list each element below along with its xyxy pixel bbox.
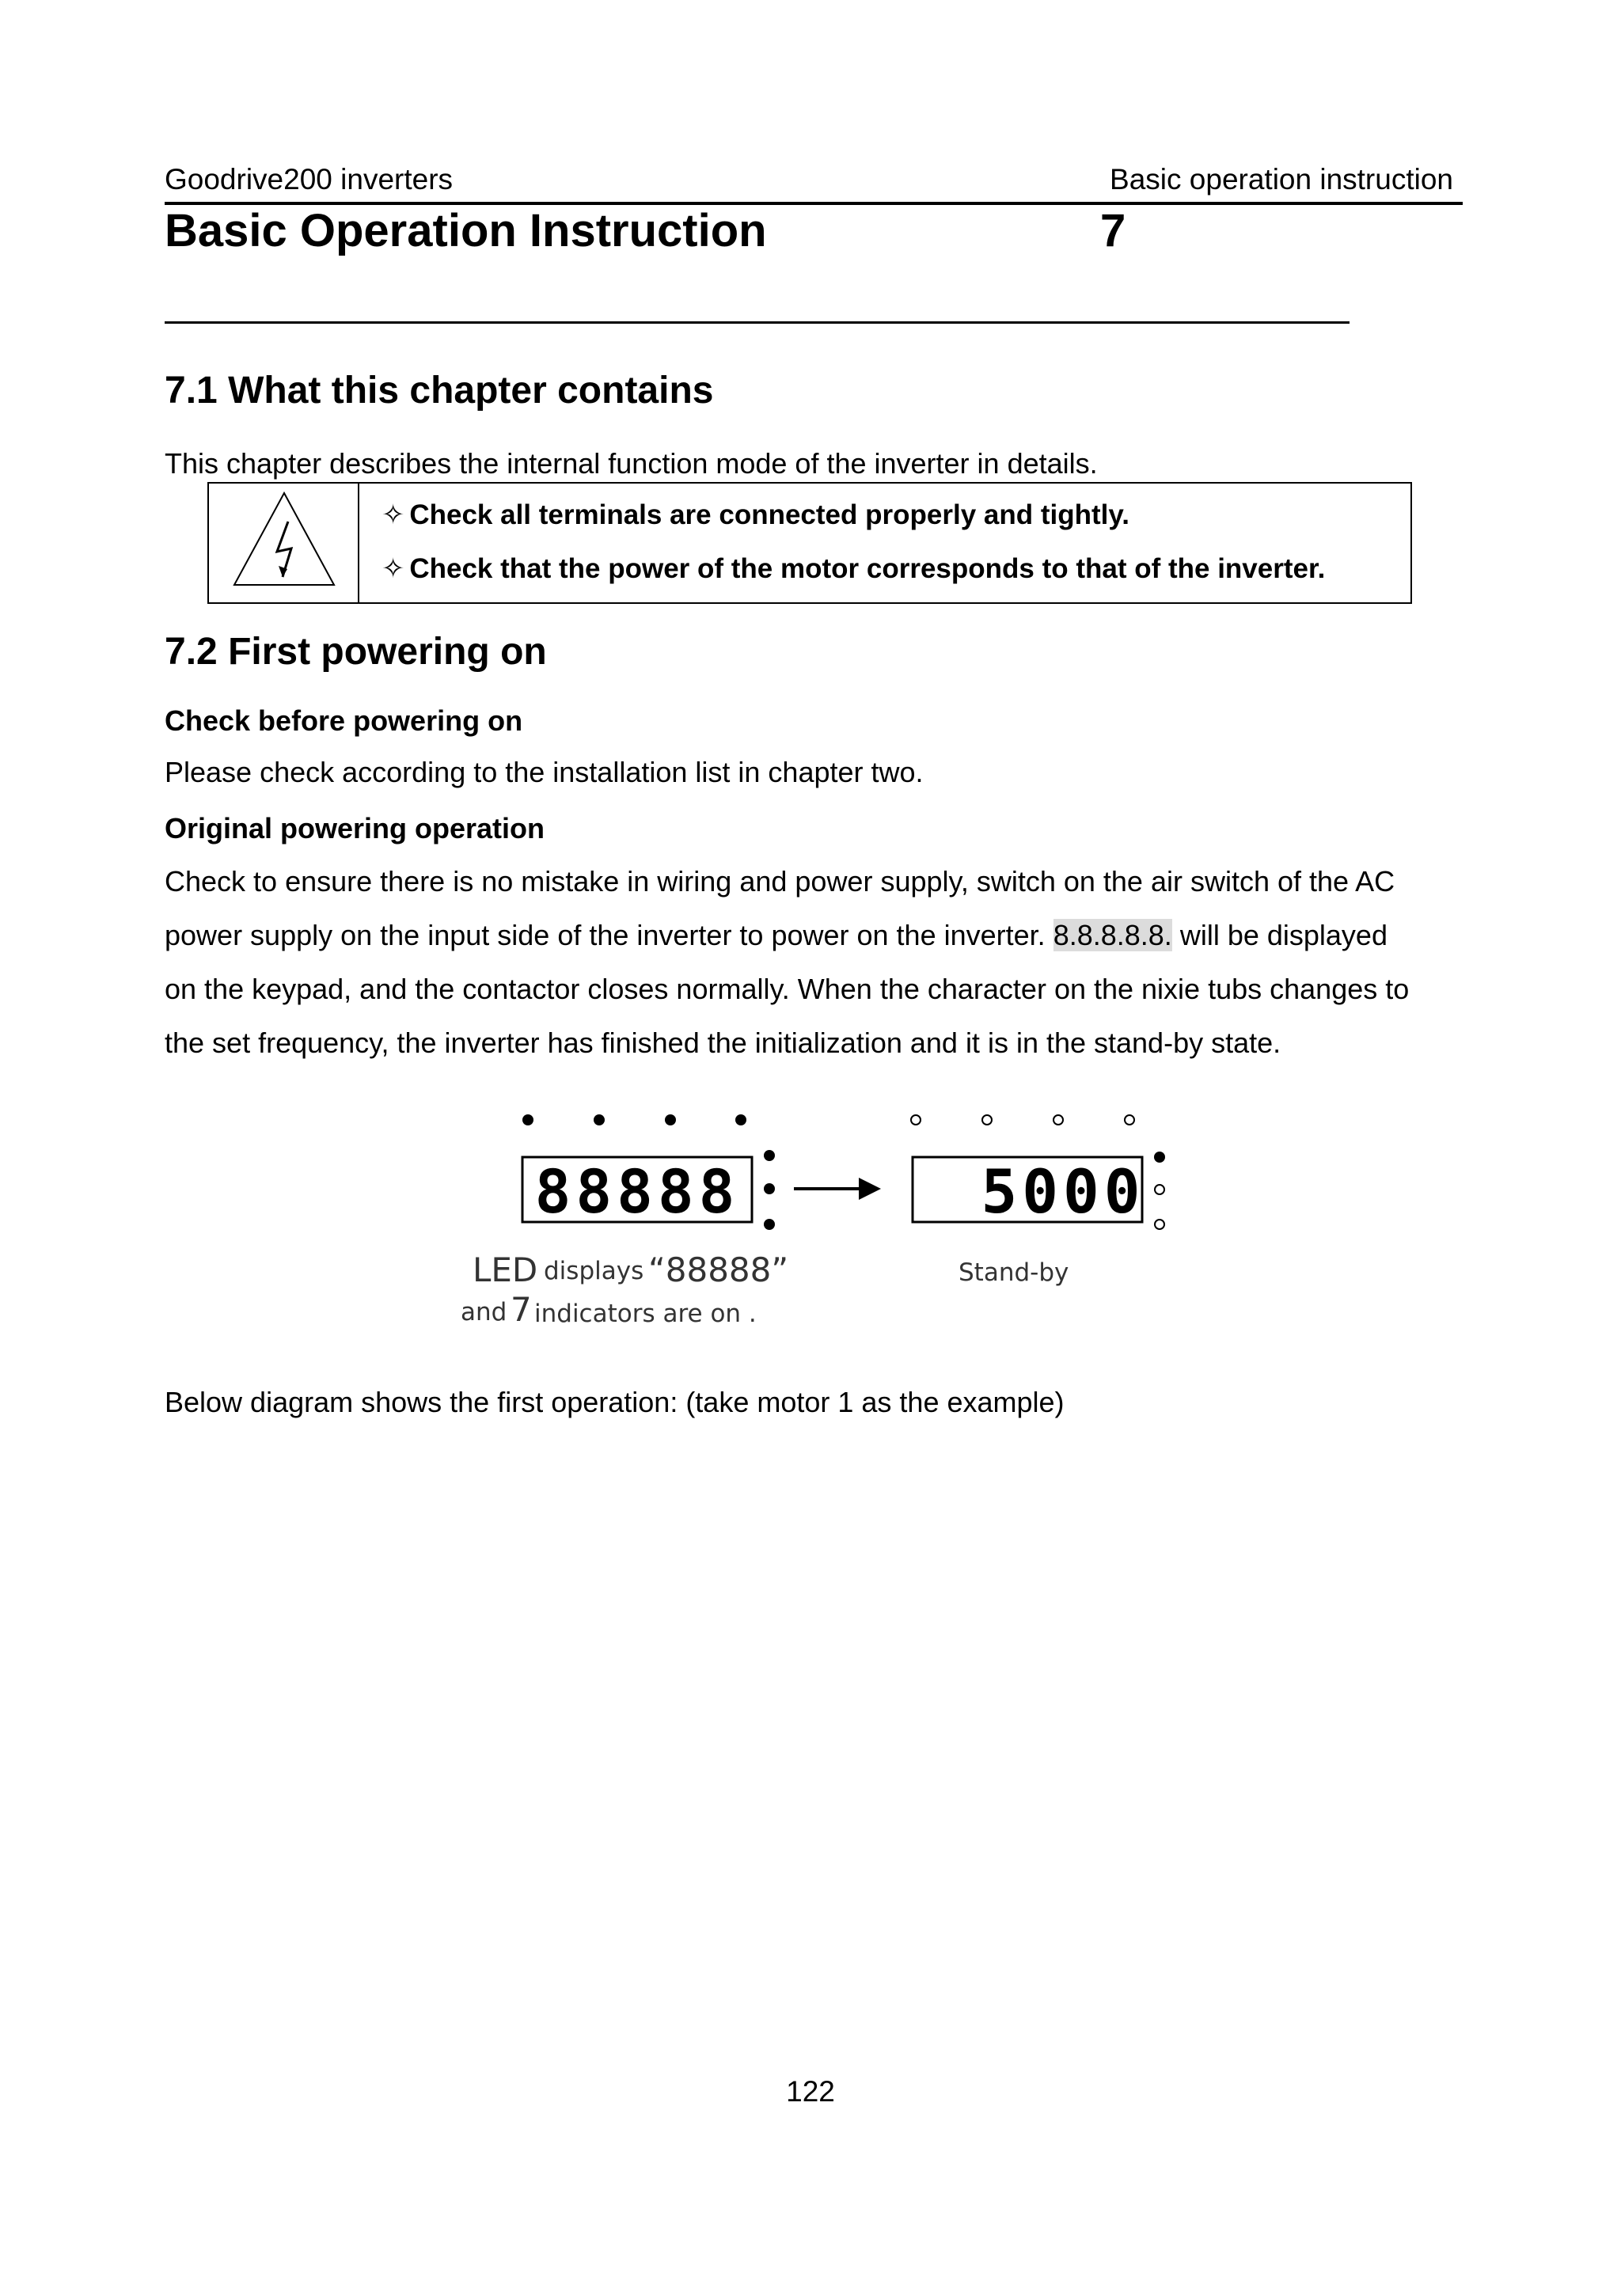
- displays-value: “88888”: [648, 1250, 789, 1289]
- warning-icon-cell: [209, 484, 359, 602]
- orig-line-2: [165, 909, 1388, 962]
- and-label: and: [461, 1298, 507, 1326]
- warning-line-2: [382, 553, 1325, 585]
- warning-text-1: Check all terminals are connected properly and tightly.: [409, 499, 1129, 530]
- standby-label: Stand-by: [959, 1258, 1069, 1287]
- orig-line-2-text: power supply on the input side of the inverter to power on the inverter.: [165, 919, 1046, 951]
- warning-box: [207, 482, 1412, 604]
- orig-line-3: on the keypad, and the contactor closes normally. When the character on the nixie tubs changes to: [165, 973, 1410, 1005]
- chapter-rule: [165, 321, 1350, 324]
- orig-heading: Original powering operation: [165, 812, 545, 844]
- running-header-left: Goodrive200 inverters: [165, 163, 454, 195]
- section-heading-7-1: 7.1 What this chapter contains: [165, 370, 714, 412]
- keypad-figure: [455, 1100, 1183, 1338]
- page-number: 122: [786, 2075, 835, 2108]
- displays-label: displays: [544, 1257, 644, 1285]
- running-header-right: Basic operation instruction: [1110, 163, 1453, 195]
- bullet-icon: ✧: [382, 499, 405, 530]
- check-heading: Check before powering on: [165, 704, 523, 737]
- below-diagram-text: Below diagram shows the first operation: (take motor 1 as the example): [165, 1386, 1065, 1418]
- display-code-highlight: 8.8.8.8.8.: [1053, 919, 1172, 951]
- orig-line-4: the set frequency, the inverter has finished the initialization and it is in the stand-by state.: [165, 1027, 1281, 1059]
- chapter-number: 7: [1100, 205, 1126, 256]
- section-intro: This chapter describes the internal function mode of the inverter in details.: [165, 447, 1098, 480]
- high-voltage-warning-icon: [209, 484, 359, 602]
- indicator-count: 7: [511, 1290, 532, 1329]
- bullet-icon: ✧: [382, 553, 405, 584]
- left-led-digits: 88888: [534, 1156, 740, 1227]
- keypad-display-diagram: [455, 1100, 1183, 1258]
- check-text: Please check according to the installation list in chapter two.: [165, 756, 924, 788]
- chapter-title: Basic Operation Instruction: [165, 205, 767, 256]
- orig-line-1: Check to ensure there is no mistake in wiring and power supply, switch on the air switch of the AC: [165, 865, 1395, 898]
- section-heading-7-2: 7.2 First powering on: [165, 631, 547, 673]
- indicators-label: indicators are on .: [534, 1300, 757, 1328]
- warning-line-1: [382, 499, 1129, 531]
- orig-line-2-tail: will be displayed: [1179, 919, 1388, 951]
- right-led-digits: 5000: [981, 1156, 1145, 1227]
- warning-text-2: Check that the power of the motor corresponds to that of the inverter.: [409, 553, 1326, 584]
- led-label: LED: [473, 1250, 538, 1289]
